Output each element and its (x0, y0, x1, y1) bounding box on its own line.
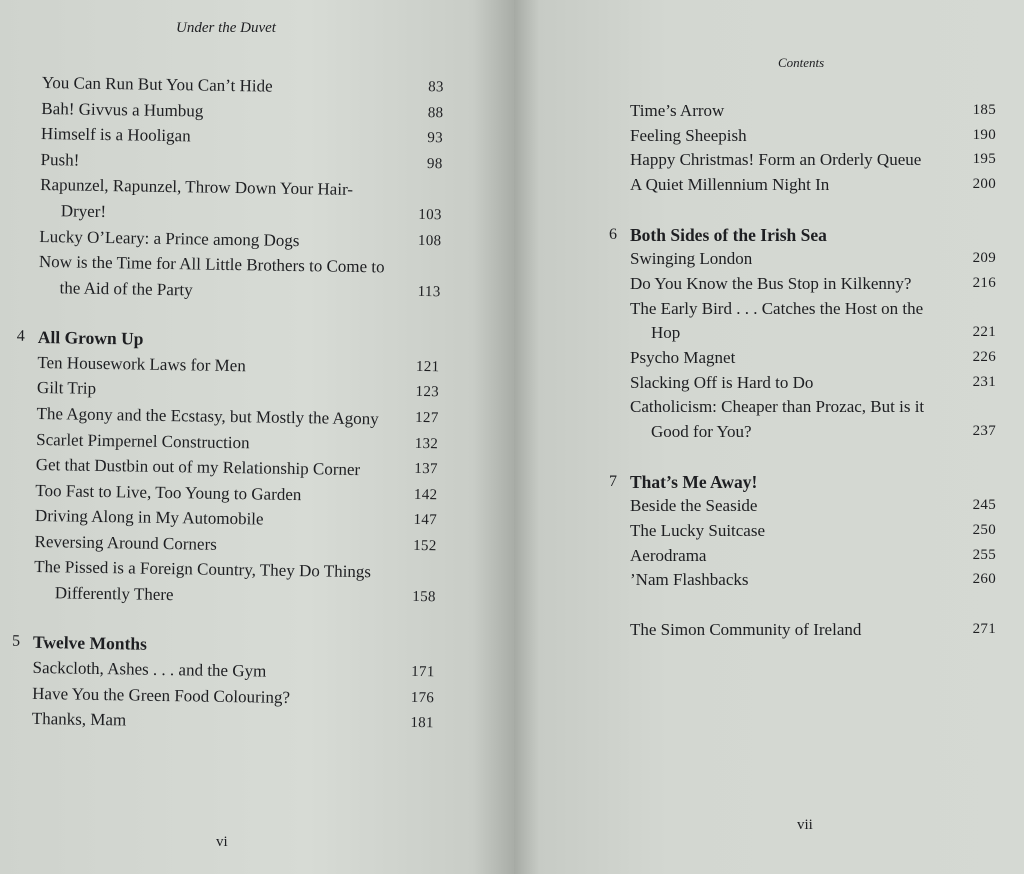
toc-entry-title: Swinging London (630, 249, 753, 269)
toc-entry-page: 245 (972, 497, 996, 514)
toc-entry-title: The Agony and the Ecstasy, but Mostly the Agony (36, 403, 379, 429)
toc-entry-title: Gilt Trip (36, 378, 97, 399)
toc-entry[interactable] (40, 172, 443, 229)
toc-entry-page: 103 (418, 206, 442, 224)
toc-entry-title: The Pissed is a Foreign Country, They Do Things Differently There (34, 557, 372, 605)
toc-entry[interactable] (630, 395, 996, 444)
part-title: That’s Me Away! (630, 471, 758, 492)
toc-entry-page: 255 (972, 546, 996, 563)
toc-entry-page: 221 (972, 324, 996, 341)
toc-entry-title: ’Nam Flashbacks (630, 570, 749, 590)
toc-entry[interactable] (630, 519, 996, 544)
section-gap (630, 445, 996, 470)
toc-entry[interactable] (630, 494, 996, 519)
toc-entry[interactable] (630, 173, 996, 198)
running-head-right: Contents (778, 55, 825, 70)
toc-entry[interactable] (630, 148, 996, 173)
toc-entry-title: Sackcloth, Ashes . . . and the Gym (32, 657, 267, 681)
part-title: All Grown Up (37, 326, 144, 349)
right-page (514, 0, 1024, 874)
toc-entry-page: 171 (411, 663, 435, 681)
toc-entry-title: Ten Housework Laws for Men (37, 352, 246, 375)
toc-entry[interactable] (630, 371, 996, 396)
toc-entry-title: A Quiet Millennium Night In (630, 175, 830, 195)
toc-entry-page: 181 (410, 715, 434, 732)
toc-entry-title: The Simon Community of Ireland (630, 619, 862, 639)
toc-entry-title: Too Fast to Live, Too Young to Garden (35, 480, 302, 504)
toc-entry-title: Psycho Magnet (630, 348, 736, 368)
toc-entry-page: 195 (972, 151, 996, 168)
page-number-right: vii (797, 817, 813, 833)
toc-entry-title: Do You Know the Bus Stop in Kilkenny? (630, 273, 912, 293)
toc-entry-page: 132 (414, 435, 439, 452)
toc-entry-title: Beside the Seaside (630, 496, 758, 516)
part-number: 6 (609, 225, 617, 243)
part-number: 4 (16, 327, 25, 345)
toc-entry-title: Push! (40, 149, 80, 170)
toc-entry-title: Aerodrama (630, 545, 707, 565)
toc-entry-title: Bah! Givvus a Humbug (41, 98, 204, 121)
toc-entry-title: Rapunzel, Rapunzel, Throw Down Your Hair-Dryer! (40, 175, 354, 221)
toc-entry-title: Time’s Arrow (630, 101, 725, 120)
toc-entry-page: 83 (428, 79, 444, 96)
toc-entry-title: Slacking Off is Hard to Do (630, 372, 814, 392)
toc-entry-page: 271 (972, 620, 996, 637)
part-title: Both Sides of the Irish Sea (630, 224, 827, 245)
toc-entry-page: 113 (417, 283, 441, 301)
toc-entry-page: 142 (413, 486, 438, 503)
toc-entry-title: You Can Run But You Can’t Hide (41, 72, 273, 96)
contents-list-left (11, 70, 444, 738)
toc-entry-page: 209 (972, 250, 996, 267)
toc-entry-page: 152 (413, 537, 437, 555)
toc-entry-title: The Early Bird . . . Catches the Host on the Hop (630, 298, 924, 343)
toc-entry-title: Thanks, Mam (31, 709, 127, 730)
contents-list-right (609, 99, 996, 642)
toc-entry-page: 121 (415, 358, 440, 376)
page-number-left: vi (216, 834, 228, 850)
toc-entry[interactable] (630, 297, 996, 346)
toc-entry[interactable] (630, 124, 996, 149)
part-title: Twelve Months (32, 632, 148, 655)
toc-entry-title: Scarlet Pimpernel Construction (36, 429, 250, 452)
toc-entry-page: 123 (415, 384, 440, 401)
toc-entry-page: 200 (972, 176, 996, 193)
toc-entry[interactable] (630, 247, 996, 272)
toc-entry-title: Happy Christmas! Form an Orderly Queue (630, 150, 922, 170)
toc-entry-page: 137 (414, 461, 438, 478)
part-number: 5 (11, 632, 21, 651)
toc-entry-page: 88 (427, 104, 444, 121)
toc-entry-page: 250 (972, 521, 996, 538)
toc-entry-title: Now is the Time for All Little Brothers to Come to the Aid of the Party (38, 252, 385, 300)
toc-entry-page: 147 (413, 512, 438, 529)
toc-entry-page: 237 (972, 423, 996, 440)
toc-entry[interactable] (38, 249, 441, 306)
toc-entry-page: 176 (410, 689, 435, 706)
toc-entry-title: Get that Dustbin out of my Relationship Corner (35, 455, 361, 480)
toc-entry-title: Reversing Around Corners (34, 531, 217, 554)
part-heading (609, 470, 996, 495)
section-gap (630, 198, 996, 223)
toc-entry-title: Catholicism: Cheaper than Prozac, But is it Good for You? (630, 397, 925, 442)
toc-entry-title: Lucky O’Leary: a Prince among Dogs (39, 226, 300, 250)
toc-entry-title: The Lucky Suitcase (630, 520, 766, 540)
toc-entry-page: 190 (972, 126, 996, 143)
toc-entry-page: 93 (427, 130, 444, 147)
toc-entry[interactable] (34, 554, 437, 611)
toc-entry-title: Feeling Sheepish (630, 125, 747, 145)
toc-entry-title: Himself is a Hooligan (40, 124, 191, 146)
toc-entry-page: 226 (972, 349, 996, 366)
toc-entry-page: 216 (972, 274, 996, 291)
running-head-left: Under the Duvet (176, 20, 276, 36)
section-gap (630, 593, 996, 618)
toc-entry-page: 260 (972, 571, 996, 588)
toc-entry[interactable] (630, 346, 996, 371)
toc-entry[interactable] (630, 618, 996, 643)
toc-entry-page: 98 (426, 155, 443, 173)
toc-entry-page: 231 (972, 373, 996, 390)
part-heading (609, 223, 996, 248)
toc-entry[interactable] (630, 544, 996, 569)
toc-entry[interactable] (32, 706, 434, 738)
toc-entry-title: Driving Along in My Automobile (34, 506, 264, 529)
toc-entry-page: 127 (415, 409, 439, 427)
toc-entry-title: Have You the Green Food Colouring? (32, 683, 291, 707)
toc-entry-page: 108 (417, 232, 442, 249)
part-number: 7 (609, 472, 617, 490)
toc-entry[interactable] (630, 99, 996, 124)
toc-entry-page: 185 (972, 102, 996, 118)
toc-entry[interactable] (630, 272, 996, 297)
toc-entry[interactable] (630, 568, 996, 593)
toc-entry-page: 158 (412, 588, 436, 606)
